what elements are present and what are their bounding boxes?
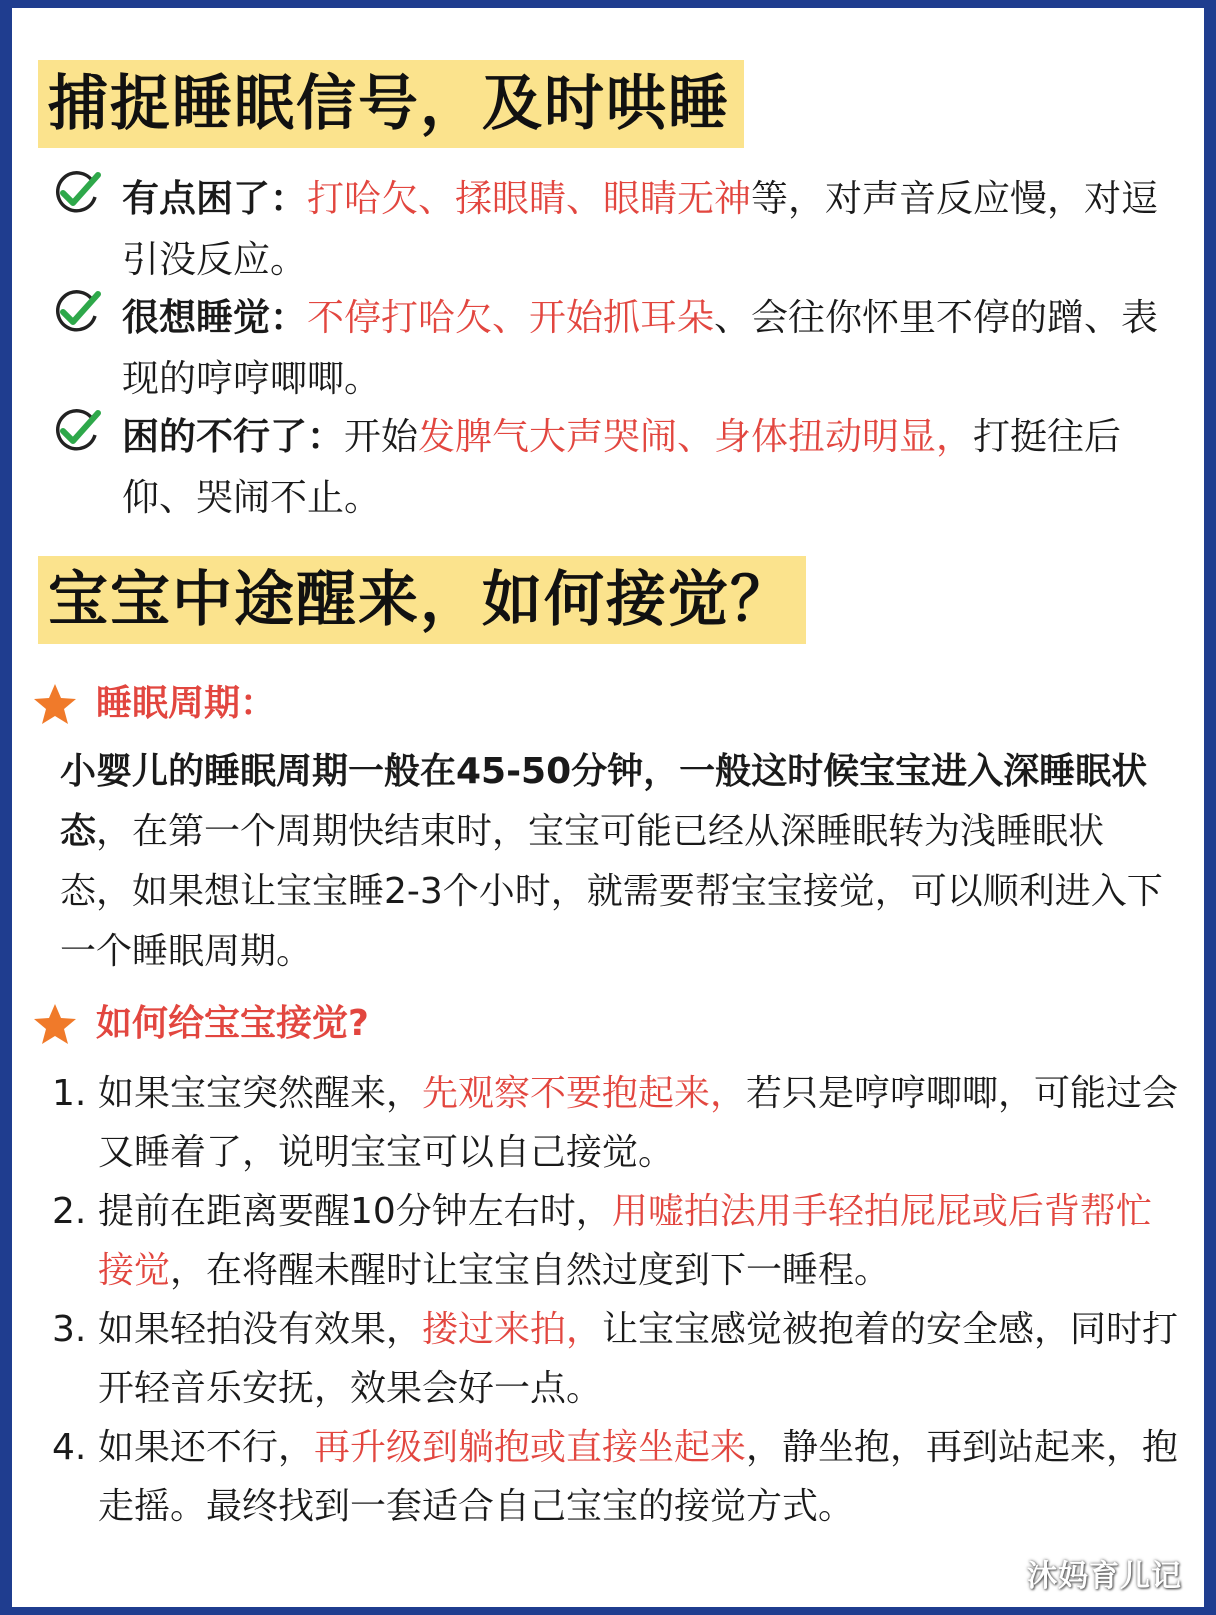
check-circle-icon: [52, 289, 102, 333]
signal-label: 困的不行了：: [122, 415, 344, 458]
signal-rest: 、会往你怀里不停的蹭、表现的哼哼唧唧。: [122, 296, 1158, 400]
step-pre: 如果轻拍没有效果，: [98, 1309, 423, 1350]
watermark: 沐妈育儿记: [1027, 1559, 1182, 1594]
signal-item-2: [52, 287, 1182, 409]
star-icon: [32, 682, 78, 726]
step-highlight: 搂过来拍，: [422, 1309, 603, 1350]
step-number: 2.: [52, 1191, 87, 1232]
step-pre: 如果还不行，: [98, 1427, 315, 1468]
step-pre: 如果宝宝突然醒来，: [98, 1073, 423, 1114]
step-pre: 提前在距离要醒10分钟左右时，: [98, 1191, 612, 1232]
step-highlight: 用嘘拍法用手轻拍屁屁或后背帮忙接觉: [98, 1191, 1152, 1291]
section-heading-resettle: 宝宝中途醒来，如何接觉？: [38, 556, 806, 644]
list-item: [52, 1182, 1182, 1300]
check-circle-icon: [52, 170, 102, 214]
signal-rest: 打挺往后仰、哭闹不止。: [122, 415, 1121, 519]
step-rest: 让宝宝感觉被抱着的安全感，同时打开轻音乐安抚，效果会好一点。: [98, 1309, 1179, 1409]
star-icon: [32, 1002, 78, 1046]
signal-highlight: 不停打哈欠、开始抓耳朵: [307, 296, 714, 339]
signal-highlight: 发脾气大声哭闹、身体扭动明显，: [418, 415, 973, 458]
signal-text: [122, 287, 1162, 409]
section-heading-signals: 捕捉睡眠信号，及时哄睡: [38, 60, 744, 148]
sleep-cycle-bold-text: 小婴儿的睡眠周期一般在45-50分钟，一般这时候宝宝进入深睡眠状态: [60, 751, 1148, 852]
list-item: [52, 1418, 1182, 1536]
step-rest: ，静坐抱，再到站起来，抱走摇。最终找到一套适合自己宝宝的接觉方式。: [98, 1427, 1179, 1527]
signal-pre: 开始: [344, 415, 418, 458]
signal-item-1: [52, 168, 1182, 290]
signal-label: 有点困了：: [122, 177, 307, 220]
page: [12, 8, 1204, 1607]
step-rest: ，在将醒未醒时让宝宝自然过度到下一睡程。: [170, 1250, 891, 1291]
step-number: 4.: [52, 1427, 87, 1468]
sleep-cycle-paragraph: [60, 742, 1170, 982]
sleep-cycle-label: 睡眠周期：: [96, 683, 277, 724]
step-highlight: 再升级到躺抱或直接坐起来: [314, 1427, 747, 1468]
resettle-steps: [52, 1064, 1182, 1536]
check-circle-icon: [52, 408, 102, 452]
step-rest: 若只是哼哼唧唧，可能过会又睡着了，说明宝宝可以自己接觉。: [98, 1073, 1179, 1173]
step-number: 1.: [52, 1073, 87, 1114]
signal-highlight: 打哈欠、揉眼睛、眼睛无神: [307, 177, 751, 220]
signal-label: 很想睡觉：: [122, 296, 307, 339]
signal-rest: 等，对声音反应慢，对逗引没反应。: [122, 177, 1158, 281]
signal-item-3: [52, 406, 1182, 528]
signal-text: [122, 406, 1162, 528]
how-to-label: 如何给宝宝接觉?: [96, 1003, 369, 1044]
list-item: [52, 1300, 1182, 1418]
signal-text: [122, 168, 1162, 290]
step-number: 3.: [52, 1309, 87, 1350]
sleep-cycle-text: ，在第一个周期快结束时，宝宝可能已经从深睡眠转为浅睡眠状态，如果想让宝宝睡2-3个小时，就需要帮宝宝接觉，可以顺利进入下一个睡眠周期。: [60, 811, 1163, 972]
step-highlight: 先观察不要抱起来，: [422, 1073, 747, 1114]
list-item: [52, 1064, 1182, 1182]
